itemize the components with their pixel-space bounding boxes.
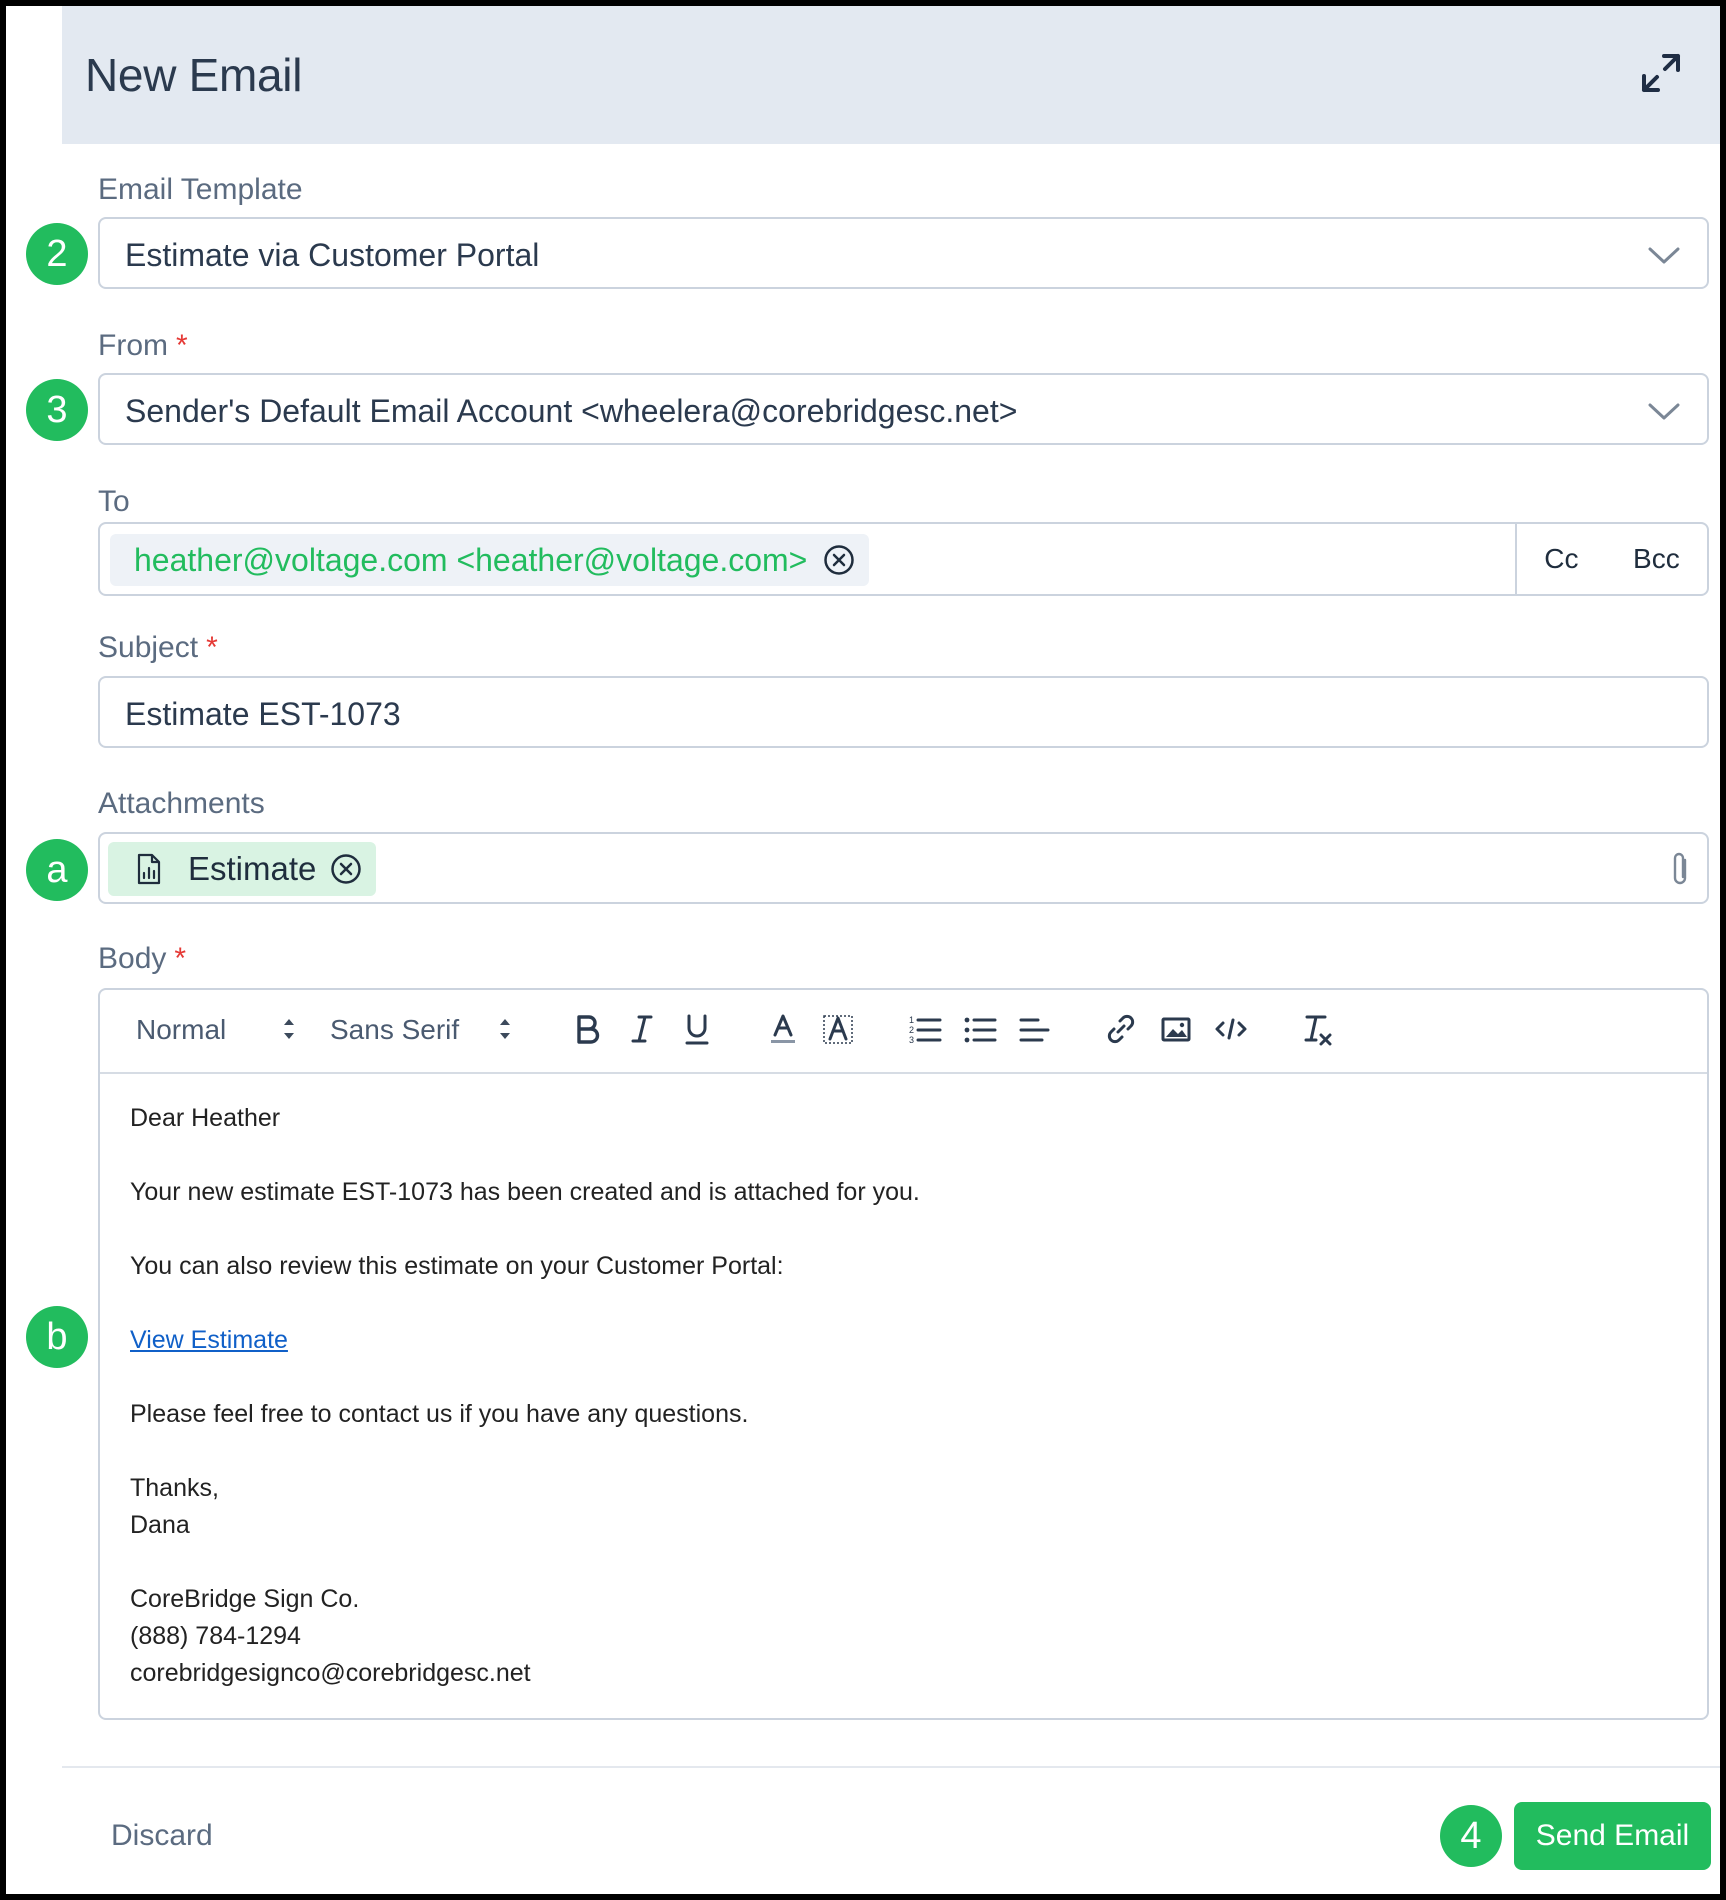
body-email: corebridgesignco@corebridgesc.net [130,1659,531,1687]
bullet-list-icon[interactable] [963,1012,997,1046]
from-select[interactable] [98,373,1709,445]
attachment-chip [108,842,376,896]
body-line-2: You can also review this estimate on your Customer Portal: [130,1252,784,1280]
chevron-down-icon [1647,241,1681,269]
svg-text:1: 1 [909,1015,915,1025]
body-thanks: Thanks, [130,1474,219,1502]
subject-input[interactable] [98,676,1709,748]
to-label: To [98,485,130,518]
editor-toolbar [100,990,1707,1074]
dialog-title: New Email [85,49,303,101]
ordered-list-icon[interactable] [908,1012,942,1046]
body-phone: (888) 784-1294 [130,1622,301,1650]
dialog-header [62,6,1726,144]
format-select-value: Normal [136,1014,227,1045]
expand-arrows-icon[interactable] [1640,52,1682,94]
subject-input-value: Estimate EST-1073 [125,696,401,732]
template-select-value: Estimate via Customer Portal [125,237,540,273]
step-badge-b: b [26,1306,88,1368]
body-signer: Dana [130,1511,190,1539]
align-left-icon[interactable] [1018,1012,1052,1046]
underline-icon[interactable] [680,1012,714,1046]
subject-label: Subject * [98,631,218,664]
bold-icon[interactable] [570,1012,604,1046]
template-label: Email Template [98,173,303,206]
file-chart-icon [136,853,162,885]
body-line-3: Please feel free to contact us if you have any questions. [130,1400,749,1428]
link-icon[interactable] [1104,1012,1138,1046]
format-select-arrows-icon [280,1012,298,1046]
chevron-down-icon [1647,397,1681,425]
remove-recipient-icon[interactable] [823,544,855,576]
font-select-arrows-icon [496,1012,514,1046]
clear-formatting-icon[interactable] [1300,1012,1334,1046]
svg-text:3: 3 [909,1035,915,1045]
cc-bcc-group [1515,524,1707,594]
view-estimate-link[interactable]: View Estimate [130,1326,288,1354]
attachment-chip-label: Estimate [188,850,317,887]
attachments-field[interactable] [98,832,1709,904]
format-select[interactable] [136,1014,226,1046]
svg-text:2: 2 [909,1025,915,1035]
font-select[interactable] [330,1014,459,1046]
required-marker: * [174,942,187,975]
from-label: From * [98,329,188,362]
footer-divider [62,1766,1726,1768]
step-badge-4: 4 [1440,1805,1502,1867]
recipient-chip-label: heather@voltage.com <heather@voltage.com> [134,541,808,578]
cc-button[interactable]: Cc [1544,543,1579,574]
body-greeting: Dear Heather [130,1104,281,1132]
font-select-value: Sans Serif [330,1014,460,1045]
recipient-chip [110,534,869,586]
from-select-value: Sender's Default Email Account <wheelera@corebridgesc.net> [125,393,1018,429]
to-field[interactable] [98,522,1709,596]
text-color-icon[interactable] [766,1012,800,1046]
required-marker: * [176,329,188,362]
code-icon[interactable] [1214,1012,1248,1046]
email-body-content[interactable] [130,1100,920,1692]
step-badge-2: 2 [26,223,88,285]
body-line-1: Your new estimate EST-1073 has been created and is attached for you. [130,1178,920,1206]
body-editor[interactable] [98,988,1709,1720]
body-label: Body * [98,942,187,975]
required-marker: * [206,631,218,664]
italic-icon[interactable] [625,1012,659,1046]
attachments-label: Attachments [98,787,265,820]
paperclip-icon[interactable] [1667,850,1693,890]
template-select[interactable] [98,217,1709,289]
step-badge-a: a [26,839,88,901]
remove-attachment-icon[interactable] [330,853,362,885]
step-badge-3: 3 [26,379,88,441]
background-color-icon[interactable] [821,1012,855,1046]
discard-button[interactable]: Discard [111,1819,213,1852]
send-email-button[interactable]: Send Email [1514,1802,1711,1870]
body-company: CoreBridge Sign Co. [130,1585,360,1613]
image-icon[interactable] [1159,1012,1193,1046]
bcc-button[interactable]: Bcc [1633,543,1680,574]
